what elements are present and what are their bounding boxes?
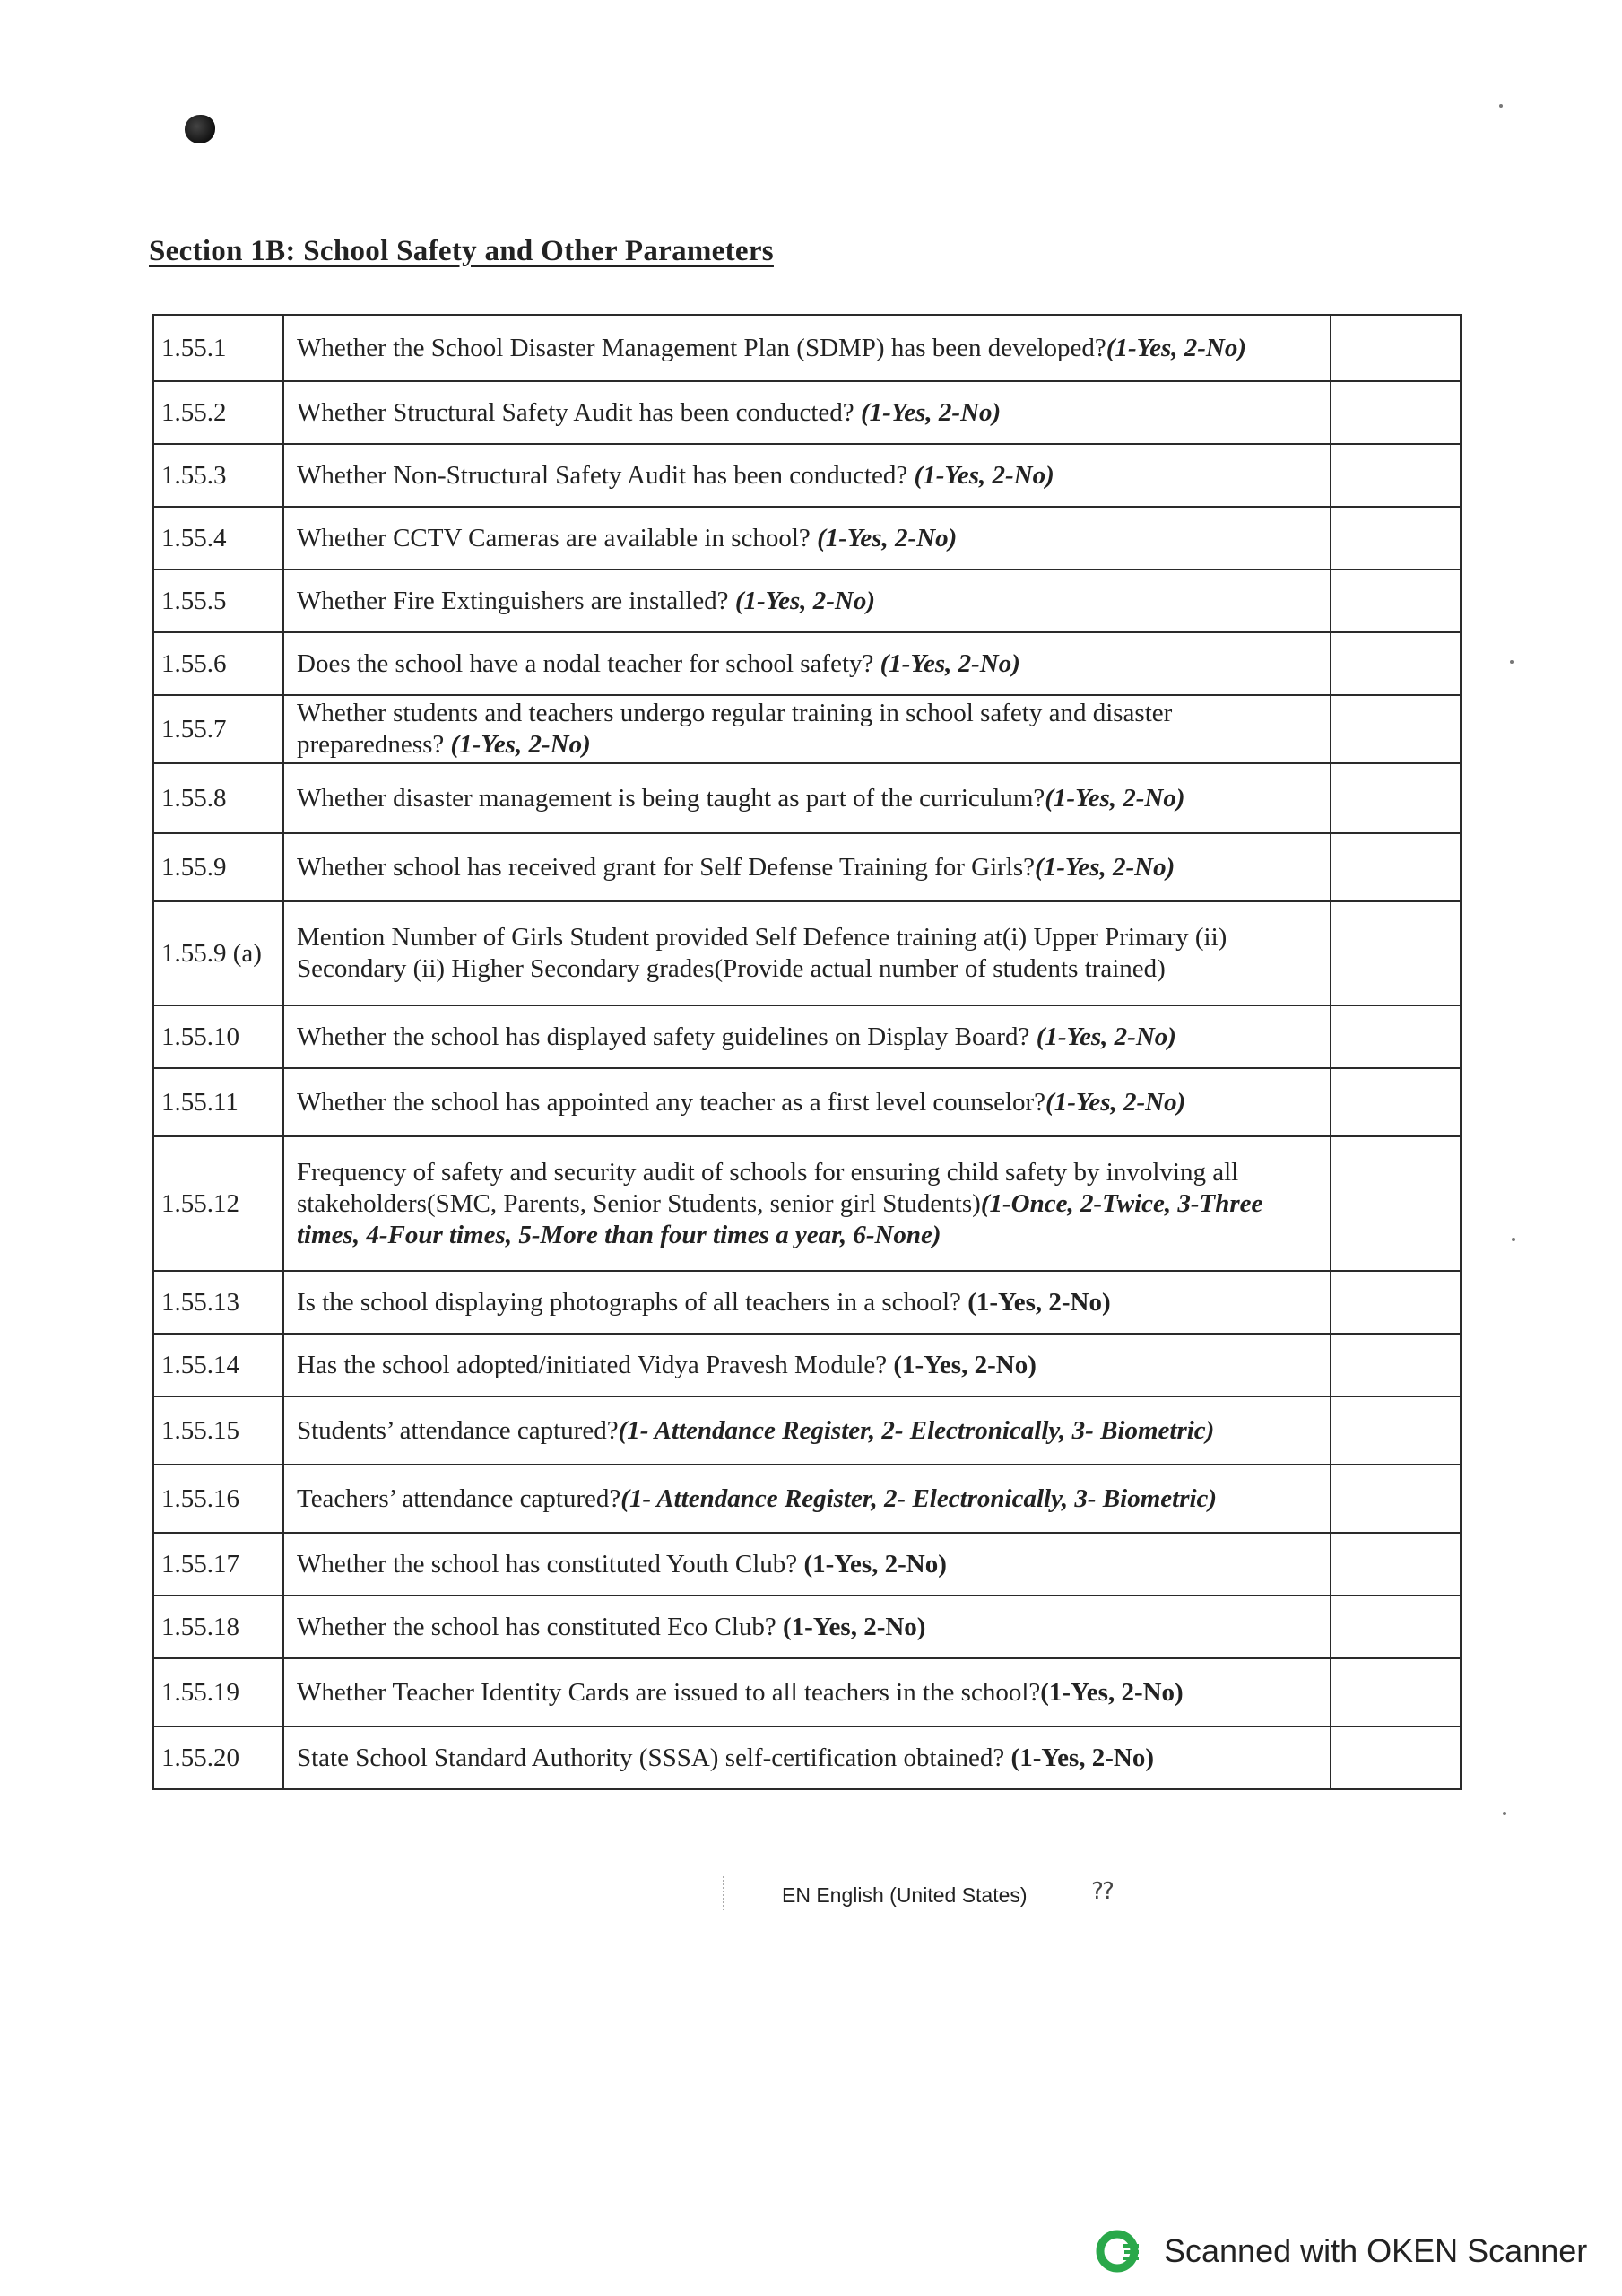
question-text [283, 315, 1331, 381]
answer-options: (1-Yes, 2-No) [914, 460, 1054, 490]
question-number: 1.55.2 [153, 381, 283, 444]
question-text [283, 901, 1331, 1005]
answer-cell[interactable] [1331, 1465, 1461, 1533]
table-row [153, 1533, 1461, 1596]
answer-cell[interactable] [1331, 1271, 1461, 1334]
question-text [283, 695, 1331, 763]
table-row [153, 315, 1461, 381]
table-row [153, 1465, 1461, 1533]
question-text [283, 381, 1331, 444]
question-number: 1.55.9 [153, 833, 283, 901]
question-text [283, 1136, 1331, 1271]
answer-options: (1-Yes, 2-No) [1035, 852, 1175, 882]
question-line: Whether students and teachers undergo regular training in school safety and disaster preparedness? [297, 699, 1173, 759]
question-line: Mention Number of Girls Student provided Self Defence training at [297, 923, 1002, 952]
question-number: 1.55.18 [153, 1596, 283, 1658]
question-text [283, 1596, 1331, 1658]
table-row [153, 695, 1461, 763]
question-line: Has the school adopted/initiated Vidya Pravesh Module? [297, 1350, 888, 1379]
ink-blot [185, 115, 215, 144]
table-row [153, 570, 1461, 632]
question-number: 1.55.5 [153, 570, 283, 632]
answer-options: (1-Yes, 2-No) [734, 586, 876, 615]
question-number: 1.55.6 [153, 632, 283, 695]
question-number: 1.55.17 [153, 1533, 283, 1596]
question-line: Whether school has received grant for Self Defense Training for Girls? [297, 852, 1036, 882]
question-number: 1.55.19 [153, 1658, 283, 1726]
table-row [153, 444, 1461, 507]
answer-cell[interactable] [1331, 315, 1461, 381]
scan-speck [1510, 660, 1514, 664]
question-text [283, 1005, 1331, 1068]
question-number: 1.55.11 [153, 1068, 283, 1136]
question-number: 1.55.7 [153, 695, 283, 763]
question-line: Whether Fire Extinguishers are installed? [297, 586, 729, 615]
answer-options: (1-Yes, 2-No) [1036, 1022, 1176, 1051]
question-line: State School Standard Authority (SSSA) self-certification obtained? [297, 1743, 1005, 1772]
answer-options: (1-Yes, 2-No) [817, 523, 958, 552]
language-bar-separator [723, 1876, 726, 1910]
answer-options: (1- Attendance Register, 2- Electronically, 3- Biometric) [620, 1483, 1218, 1513]
answer-options: (1-Yes, 2-No) [1106, 333, 1247, 362]
table-row [153, 763, 1461, 833]
question-line: Whether Non-Structural Safety Audit has been conducted? [297, 460, 908, 490]
question-line: Frequency of safety and security audit of schools for ensuring child safety by involving all stakeholders(SMC, Parents, Senior Students, senior girl Students) [297, 1157, 1239, 1218]
question-number: 1.55.8 [153, 763, 283, 833]
question-text [283, 1271, 1331, 1334]
question-text [283, 444, 1331, 507]
question-text [283, 632, 1331, 695]
answer-cell[interactable] [1331, 570, 1461, 632]
scan-speck [1512, 1238, 1515, 1241]
questions-table [152, 314, 1462, 1790]
question-text [283, 1334, 1331, 1396]
table-row [153, 1726, 1461, 1789]
question-line: (i) Upper Primary (ii) Secondary (ii) Higher Secondary grades [297, 923, 1227, 983]
answer-cell[interactable] [1331, 1005, 1461, 1068]
question-text [283, 570, 1331, 632]
answer-options: (1-Once, 2-Twice, 3-Three times, 4-Four times, 5-More than four times a year, 6-None) [297, 1188, 1263, 1249]
answer-options: (1-Yes, 2-No) [1010, 1743, 1155, 1772]
answer-options: (1-Yes, 2-No) [1045, 783, 1185, 813]
section-title: Section 1B: School Safety and Other Parameters [149, 235, 774, 267]
language-indicator[interactable]: EN English (United States) [782, 1883, 1028, 1907]
answer-cell[interactable] [1331, 1334, 1461, 1396]
scanner-label: Scanned with OKEN Scanner [1164, 2232, 1588, 2269]
oken-logo-icon [1096, 2228, 1142, 2274]
question-line: Whether the school has constituted Youth Club? [297, 1549, 798, 1578]
table-row [153, 1658, 1461, 1726]
answer-options: (1-Yes, 2-No) [803, 1549, 947, 1578]
answer-options: (1-Yes, 2-No) [880, 648, 1020, 678]
table-row [153, 1396, 1461, 1465]
question-number: 1.55.3 [153, 444, 283, 507]
answer-cell[interactable] [1331, 1136, 1461, 1271]
table-row [153, 1271, 1461, 1334]
question-line: Whether disaster management is being taught as part of the curriculum? [297, 783, 1045, 813]
answer-cell[interactable] [1331, 901, 1461, 1005]
question-number: 1.55.9 (a) [153, 901, 283, 1005]
answer-cell[interactable] [1331, 695, 1461, 763]
question-text [283, 1396, 1331, 1465]
question-number: 1.55.4 [153, 507, 283, 570]
table-row [153, 632, 1461, 695]
question-line: Is the school displaying photographs of all teachers in a school? [297, 1287, 961, 1317]
table-row [153, 1596, 1461, 1658]
answer-options: (1-Yes, 2-No) [860, 397, 1002, 427]
question-line: (Provide actual number of students trained) [714, 954, 1166, 983]
table-row [153, 1334, 1461, 1396]
question-line: Whether CCTV Cameras are available in school? [297, 523, 811, 552]
question-line: Whether the school has appointed any teacher as a first level counselor? [297, 1087, 1046, 1117]
answer-cell[interactable] [1331, 444, 1461, 507]
answer-cell[interactable] [1331, 1533, 1461, 1596]
scan-speck [1503, 1812, 1506, 1815]
answer-cell[interactable] [1331, 1726, 1461, 1789]
answer-options: (1-Yes, 2-No) [450, 730, 591, 759]
question-line: Students’ attendance captured? [297, 1415, 619, 1445]
question-line: Whether the School Disaster Management Plan (SDMP) has been developed? [297, 333, 1106, 362]
table-row [153, 1005, 1461, 1068]
answer-cell[interactable] [1331, 1596, 1461, 1658]
table-row [153, 833, 1461, 901]
question-number: 1.55.20 [153, 1726, 283, 1789]
question-number: 1.55.14 [153, 1334, 283, 1396]
question-number: 1.55.1 [153, 315, 283, 381]
answer-cell[interactable] [1331, 833, 1461, 901]
table-row [153, 901, 1461, 1005]
question-text [283, 833, 1331, 901]
table-row [153, 381, 1461, 444]
answer-options: (1- Attendance Register, 2- Electronically, 3- Biometric) [618, 1415, 1215, 1445]
question-text [283, 1726, 1331, 1789]
scan-speck [1499, 104, 1503, 108]
question-number: 1.55.16 [153, 1465, 283, 1533]
question-line: Teachers’ attendance captured? [297, 1483, 621, 1513]
question-line: Whether the school has displayed safety guidelines on Display Board? [297, 1022, 1030, 1051]
question-text [283, 1658, 1331, 1726]
answer-cell[interactable] [1331, 1068, 1461, 1136]
answer-options: (1-Yes, 2-No) [783, 1612, 926, 1641]
answer-cell[interactable] [1331, 507, 1461, 570]
answer-cell[interactable] [1331, 632, 1461, 695]
input-method-icon[interactable]: ⁇ [1092, 1878, 1114, 1905]
question-number: 1.55.13 [153, 1271, 283, 1334]
question-text [283, 1465, 1331, 1533]
question-number: 1.55.15 [153, 1396, 283, 1465]
table-row [153, 1068, 1461, 1136]
answer-cell[interactable] [1331, 1396, 1461, 1465]
answer-cell[interactable] [1331, 1658, 1461, 1726]
table-row [153, 507, 1461, 570]
question-line: Does the school have a nodal teacher for school safety? [297, 648, 874, 678]
question-line: Whether the school has constituted Eco Club? [297, 1612, 776, 1641]
question-text [283, 1533, 1331, 1596]
question-number: 1.55.10 [153, 1005, 283, 1068]
question-line: Whether Structural Safety Audit has been conducted? [297, 397, 854, 427]
question-text [283, 507, 1331, 570]
question-number: 1.55.12 [153, 1136, 283, 1271]
answer-options: (1-Yes, 2-No) [1045, 1087, 1186, 1117]
scanner-watermark [1096, 2228, 1587, 2274]
answer-cell[interactable] [1331, 763, 1461, 833]
question-line: Whether Teacher Identity Cards are issued to all teachers in the school? [297, 1677, 1041, 1707]
answer-options: (1-Yes, 2-No) [893, 1350, 1037, 1379]
question-text [283, 763, 1331, 833]
question-text [283, 1068, 1331, 1136]
answer-options: (1-Yes, 2-No) [1040, 1677, 1184, 1707]
table-row [153, 1136, 1461, 1271]
answer-cell[interactable] [1331, 381, 1461, 444]
answer-options: (1-Yes, 2-No) [967, 1287, 1111, 1317]
